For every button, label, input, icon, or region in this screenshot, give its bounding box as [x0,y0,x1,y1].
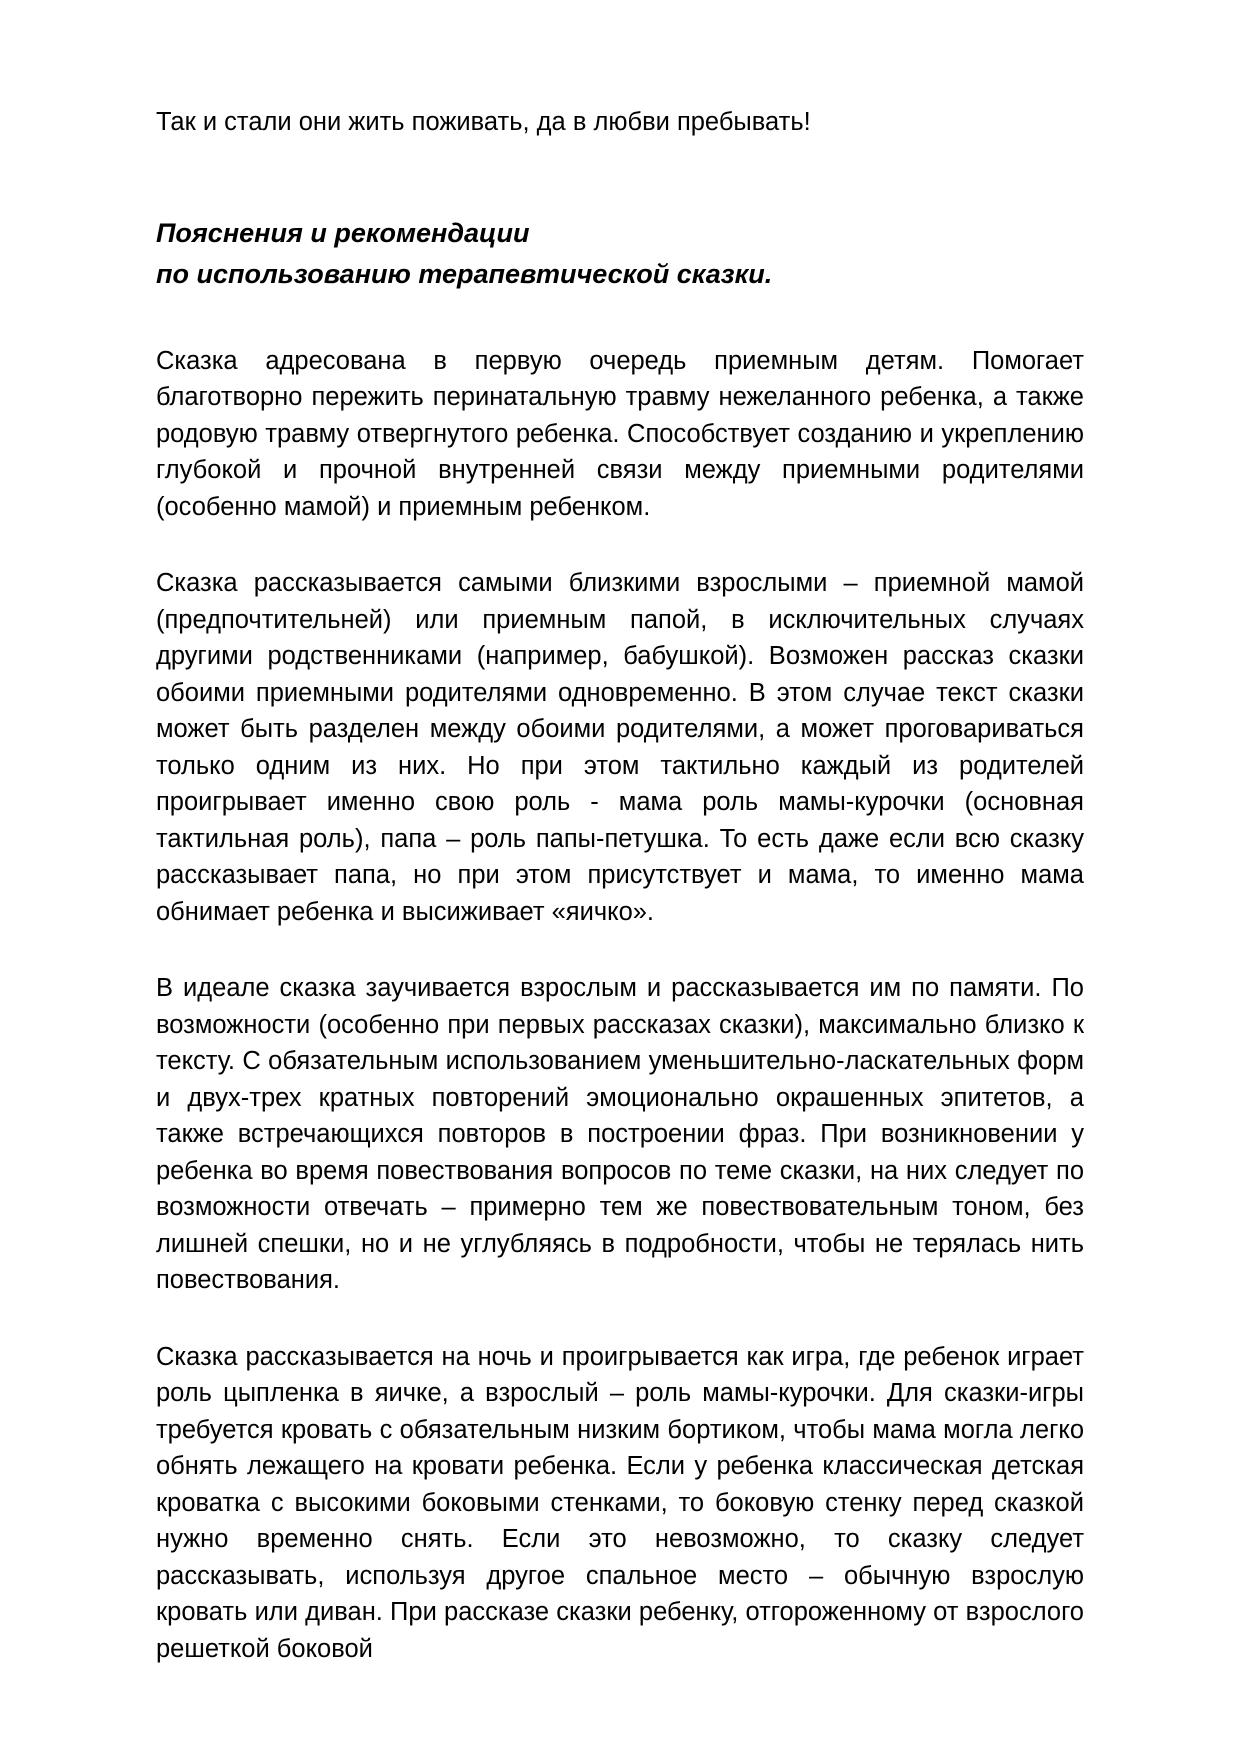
body-paragraph-4: Сказка рассказывается на ночь и проигрывается как игра, где ребенок играет роль цыпленка в яичке, а взрослый – роль мамы-курочки. Для сказки-игры требуется кровать с обязательным низким бортиком, чтобы мама могла легко обнять лежащего на кровати ребенка. Если у ребенка классическая детская кроватка с высокими боковыми стенками, то боковую стенку перед сказкой нужно временно снять. Если это невозможно, то сказку следует рассказывать, используя другое спальное место – обычную взрослую кровать или диван. При рассказе сказки ребенку, отгороженному от взрослого решеткой боковой [156,1342,1084,1663]
page-content-column [156,104,1084,1667]
body-paragraph-1: Сказка адресована в первую очередь приемным детям. Помогает благотворно пережить перинатальную травму нежеланного ребенка, а также родовую травму отвергнутого ребенка. Способствует созданию и укреплению глубокой и прочной внутренней связи между приемными родителями (особенно мамой) и приемным ребенком. [156,346,1084,521]
body-paragraph-2: Сказка рассказывается самыми близкими взрослыми – приемной мамой (предпочтительней) или приемным папой, в исключительных случаях другими родственниками (например, бабушкой). Возможен рассказ сказки обоими приемными родителями одновременно. В этом случае текст сказки может быть разделен между обоими родителями, а может проговариваться только одним из них. Но при этом тактильно каждый из родителей проигрывает именно свою роль - мама роль мамы-курочки (основная тактильная роль), папа – роль папы-петушка. То есть даже если всю сказку рассказывает папа, но при этом присутствует и мама, то именно мама обнимает ребенка и высиживает «яичко». [156,569,1084,926]
section-heading-line-1: Пояснения и рекомендации [156,217,530,248]
story-closing-line: Так и стали они жить поживать, да в любви пребывать! [156,108,811,136]
section-heading [156,213,1084,295]
body-paragraph-3: В идеале сказка заучивается взрослым и рассказывается им по памяти. По возможности (особенно при первых рассказах сказки), максимально близко к тексту. С обязательным использованием уменьшительно-ласкательных форм и двух-трех кратных повторений эмоционально окрашенных эпитетов, а также встречающихся повторов в построении фраз. При возникновении у ребенка во время повествования вопросов по теме сказки, на них следует по возможности отвечать – примерно тем же повествовательным тоном, без лишней спешки, но и не углубляясь в подробности, чтобы не терялась нить повествования. [156,974,1084,1294]
section-heading-line-2: по использованию терапевтической сказки. [156,258,773,289]
